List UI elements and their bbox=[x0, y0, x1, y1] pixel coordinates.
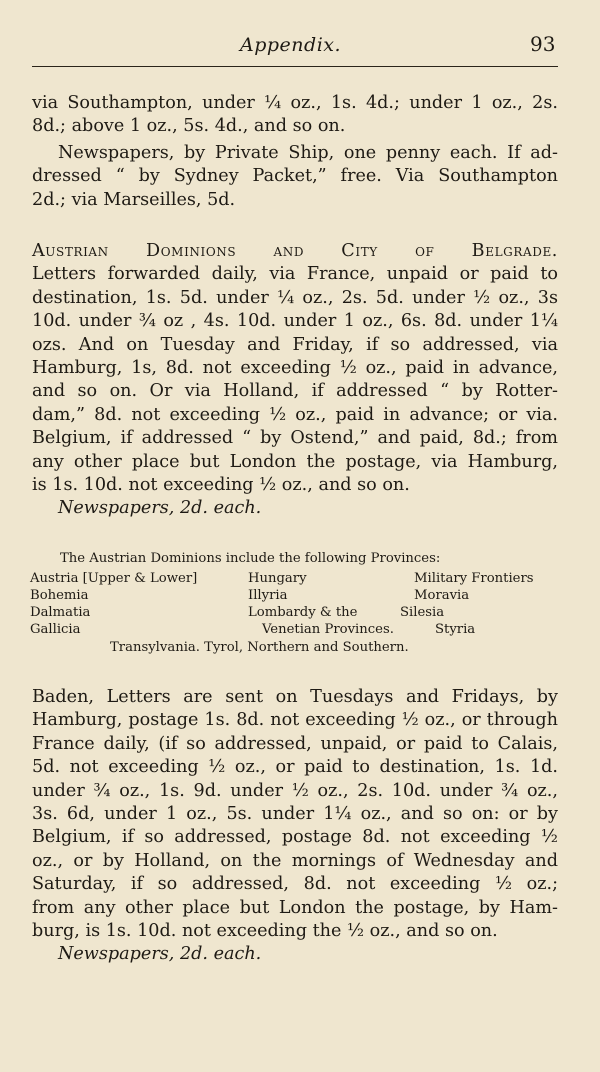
text-line: Belgium, if so addressed, postage 8d. not exceeding ½ bbox=[32, 827, 558, 848]
province-cell: Silesia bbox=[400, 605, 445, 620]
province-cell: Bohemia bbox=[30, 588, 89, 603]
newspapers-line: Newspapers, 2d. each. bbox=[58, 498, 262, 519]
text-line: Hamburg, 1s, 8d. not exceeding ½ oz., paid in advance, bbox=[32, 358, 558, 379]
text-line: is 1s. 10d. not exceeding ½ oz., and so on. bbox=[32, 475, 410, 496]
province-cell: Military Frontiers bbox=[414, 571, 534, 586]
text-line: 3s. 6d, under 1 oz., 5s. under 1¼ oz., and so on: or by bbox=[32, 804, 558, 825]
baden-section bbox=[32, 686, 558, 967]
text-line: destination, 1s. 5d. under ¼ oz., 2s. 5d. under ½ oz., 3s bbox=[32, 287, 558, 308]
text-line: burg, is 1s. 10d. not exceeding the ½ oz., and so on. bbox=[32, 921, 498, 942]
province-cell: Hungary bbox=[248, 571, 307, 586]
province-cell: Austria [Upper & Lower] bbox=[30, 571, 198, 586]
text-line: dressed “ by Sydney Packet,” free. Via Southampton bbox=[32, 166, 558, 187]
text-line: Hamburg, postage 1s. 8d. not exceeding ½ oz., or through bbox=[32, 710, 558, 731]
text-line: Saturday, if so addressed, 8d. not exceeding ½ oz.; bbox=[32, 874, 558, 895]
province-cell: Illyria bbox=[248, 588, 288, 603]
text-line: any other place but London the postage, via Hamburg, bbox=[32, 451, 558, 472]
section-heading: Austrian Dominions and City of Belgrade. bbox=[32, 241, 558, 261]
text-line: and so on. Or via Holland, if addressed “ by Rotter- bbox=[32, 381, 558, 402]
running-head-title: Appendix. bbox=[240, 34, 342, 56]
province-cell: Gallicia bbox=[30, 622, 81, 637]
provinces-heading: The Austrian Dominions include the following Provinces: bbox=[60, 551, 441, 566]
text-line: Baden, Letters are sent on Tuesdays and Fridays, by bbox=[32, 687, 558, 707]
continuation-paragraph bbox=[32, 92, 558, 139]
text-line: oz., or by Holland, on the mornings of Wednesday and bbox=[32, 850, 558, 871]
text-line: 5d. not exceeding ½ oz., or paid to destination, 1s. 1d. bbox=[32, 757, 558, 778]
text-line: dam,” 8d. not exceeding ½ oz., paid in advance; or via. bbox=[32, 404, 558, 425]
header-rule bbox=[32, 66, 558, 67]
running-head bbox=[0, 28, 600, 58]
province-cell: Lombardy & the bbox=[248, 605, 358, 620]
text-line: 10d. under ¾ oz , 4s. 10d. under 1 oz., 6s. 8d. under 1¼ bbox=[32, 311, 558, 332]
text-line: from any other place but London the postage, by Ham- bbox=[32, 897, 558, 918]
text-line: via Southampton, under ¼ oz., 1s. 4d.; under 1 oz., 2s. bbox=[32, 93, 558, 113]
newspapers-line: Newspapers, 2d. each. bbox=[58, 944, 262, 965]
text-line: under ¾ oz., 1s. 9d. under ½ oz., 2s. 10d. under ¾ oz., bbox=[32, 780, 558, 801]
province-last-row: Transylvania. Tyrol, Northern and Southern. bbox=[110, 640, 409, 655]
text-line: ozs. And on Tuesday and Friday, if so addressed, via bbox=[32, 334, 558, 355]
text-line: 8d.; above 1 oz., 5s. 4d., and so on. bbox=[32, 116, 346, 137]
province-cell: Moravia bbox=[414, 588, 470, 603]
province-cell: Dalmatia bbox=[30, 605, 91, 620]
text-line: France daily, (if so addressed, unpaid, or paid to Calais, bbox=[32, 733, 558, 754]
text-line: Newspapers, by Private Ship, one penny each. If ad- bbox=[58, 143, 558, 163]
austria-section bbox=[32, 240, 558, 521]
province-cell: Styria bbox=[435, 622, 476, 637]
newspapers-paragraph bbox=[32, 142, 558, 212]
text-line: 2d.; via Marseilles, 5d. bbox=[32, 189, 236, 210]
province-cell: Venetian Provinces. bbox=[262, 622, 394, 637]
text-line: Letters forwarded daily, via France, unpaid or paid to bbox=[32, 264, 558, 285]
text-line: Belgium, if addressed “ by Ostend,” and paid, 8d.; from bbox=[32, 428, 558, 449]
page-number: 93 bbox=[530, 32, 556, 56]
